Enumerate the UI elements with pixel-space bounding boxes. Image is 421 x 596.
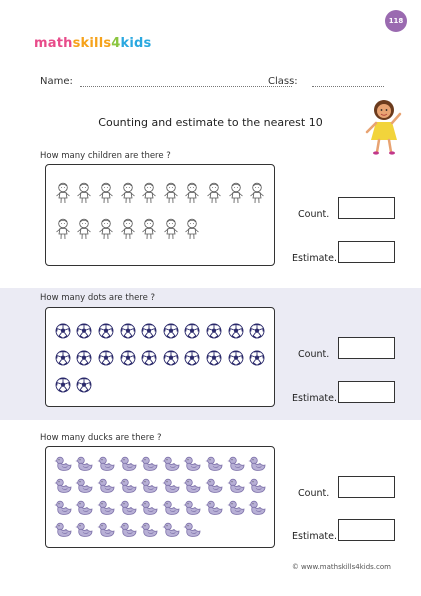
soccer-ball-icon <box>74 371 96 398</box>
duck-icon <box>52 519 74 541</box>
duck-icon <box>182 519 204 541</box>
child-icon <box>74 175 96 211</box>
duck-icon <box>117 497 139 519</box>
soccer-ball-icon <box>95 344 117 371</box>
child-icon <box>52 211 74 247</box>
duck-icon <box>160 453 182 475</box>
duck-icon <box>138 453 160 475</box>
child-icon <box>138 211 160 247</box>
duck-icon <box>74 475 96 497</box>
duck-icon <box>74 453 96 475</box>
child-icon <box>160 175 182 211</box>
girl-illustration-icon <box>364 96 404 158</box>
soccer-ball-icon <box>160 344 182 371</box>
logo-part-kids: kids <box>120 36 152 51</box>
duck-icon <box>117 453 139 475</box>
estimate-label-dots: Estimate. <box>292 393 337 404</box>
duck-icon <box>95 497 117 519</box>
duck-icon <box>225 475 247 497</box>
logo-part-4: 4 <box>111 36 121 51</box>
duck-icon <box>160 475 182 497</box>
child-icon <box>74 211 96 247</box>
duck-icon <box>225 453 247 475</box>
soccer-ball-icon <box>225 344 247 371</box>
soccer-ball-icon <box>246 317 268 344</box>
duck-icon <box>246 453 268 475</box>
estimate-answer-box-dots[interactable] <box>338 381 395 403</box>
soccer-ball-icon <box>117 344 139 371</box>
question-children: How many children are there ? <box>40 151 171 161</box>
duck-icon <box>160 519 182 541</box>
child-icon <box>117 211 139 247</box>
duck-icon <box>52 475 74 497</box>
duck-icon <box>225 497 247 519</box>
duck-icon <box>203 497 225 519</box>
soccer-ball-icon <box>203 317 225 344</box>
child-icon <box>182 175 204 211</box>
duck-icon <box>52 497 74 519</box>
estimate-answer-box-ducks[interactable] <box>338 519 395 541</box>
soccer-ball-icon <box>246 344 268 371</box>
ducks-picture-box <box>45 446 275 548</box>
page-number-badge: 118 <box>385 10 407 32</box>
logo-part-skills: skills <box>72 36 112 51</box>
question-dots: How many dots are there ? <box>40 293 156 303</box>
question-ducks: How many ducks are there ? <box>40 433 162 443</box>
duck-icon <box>117 519 139 541</box>
duck-icon <box>138 497 160 519</box>
duck-icon <box>74 519 96 541</box>
duck-icon <box>182 475 204 497</box>
name-class-row <box>40 76 385 90</box>
count-answer-box-children[interactable] <box>338 197 395 219</box>
child-icon <box>117 175 139 211</box>
name-label: Name: <box>40 76 73 87</box>
estimate-label-children: Estimate. <box>292 253 337 264</box>
count-answer-box-ducks[interactable] <box>338 476 395 498</box>
duck-icon <box>182 497 204 519</box>
dots-grid <box>52 317 268 398</box>
dots-picture-box <box>45 307 275 407</box>
soccer-ball-icon <box>182 344 204 371</box>
count-label-dots: Count. <box>298 349 330 360</box>
child-icon <box>138 175 160 211</box>
soccer-ball-icon <box>160 317 182 344</box>
site-logo <box>34 36 152 51</box>
child-icon <box>95 175 117 211</box>
soccer-ball-icon <box>95 317 117 344</box>
estimate-answer-box-children[interactable] <box>338 241 395 263</box>
child-icon <box>95 211 117 247</box>
count-answer-box-dots[interactable] <box>338 337 395 359</box>
soccer-ball-icon <box>74 317 96 344</box>
soccer-ball-icon <box>225 317 247 344</box>
count-label-children: Count. <box>298 209 330 220</box>
duck-icon <box>138 519 160 541</box>
estimate-label-ducks: Estimate. <box>292 531 337 542</box>
soccer-ball-icon <box>52 344 74 371</box>
duck-icon <box>182 453 204 475</box>
footer-website: © www.mathskills4kids.com <box>291 563 391 571</box>
soccer-ball-icon <box>182 317 204 344</box>
soccer-ball-icon <box>74 344 96 371</box>
child-icon <box>160 211 182 247</box>
soccer-ball-icon <box>52 317 74 344</box>
child-icon <box>52 175 74 211</box>
children-grid <box>52 175 268 247</box>
worksheet-title: Counting and estimate to the nearest 10 <box>98 116 323 129</box>
soccer-ball-icon <box>52 371 74 398</box>
ducks-grid <box>52 453 268 541</box>
duck-icon <box>95 519 117 541</box>
duck-icon <box>95 475 117 497</box>
child-icon <box>246 175 268 211</box>
duck-icon <box>117 475 139 497</box>
count-label-ducks: Count. <box>298 488 330 499</box>
duck-icon <box>52 453 74 475</box>
duck-icon <box>160 497 182 519</box>
soccer-ball-icon <box>138 344 160 371</box>
duck-icon <box>138 475 160 497</box>
child-icon <box>203 175 225 211</box>
duck-icon <box>203 475 225 497</box>
soccer-ball-icon <box>138 317 160 344</box>
soccer-ball-icon <box>117 317 139 344</box>
child-icon <box>225 175 247 211</box>
soccer-ball-icon <box>203 344 225 371</box>
duck-icon <box>74 497 96 519</box>
logo-part-math: math <box>34 36 73 51</box>
duck-icon <box>246 497 268 519</box>
duck-icon <box>203 453 225 475</box>
duck-icon <box>95 453 117 475</box>
duck-icon <box>246 475 268 497</box>
class-label: Class: <box>268 76 298 87</box>
child-icon <box>182 211 204 247</box>
class-field[interactable] <box>312 86 384 87</box>
children-picture-box <box>45 164 275 266</box>
name-field[interactable] <box>80 86 292 87</box>
